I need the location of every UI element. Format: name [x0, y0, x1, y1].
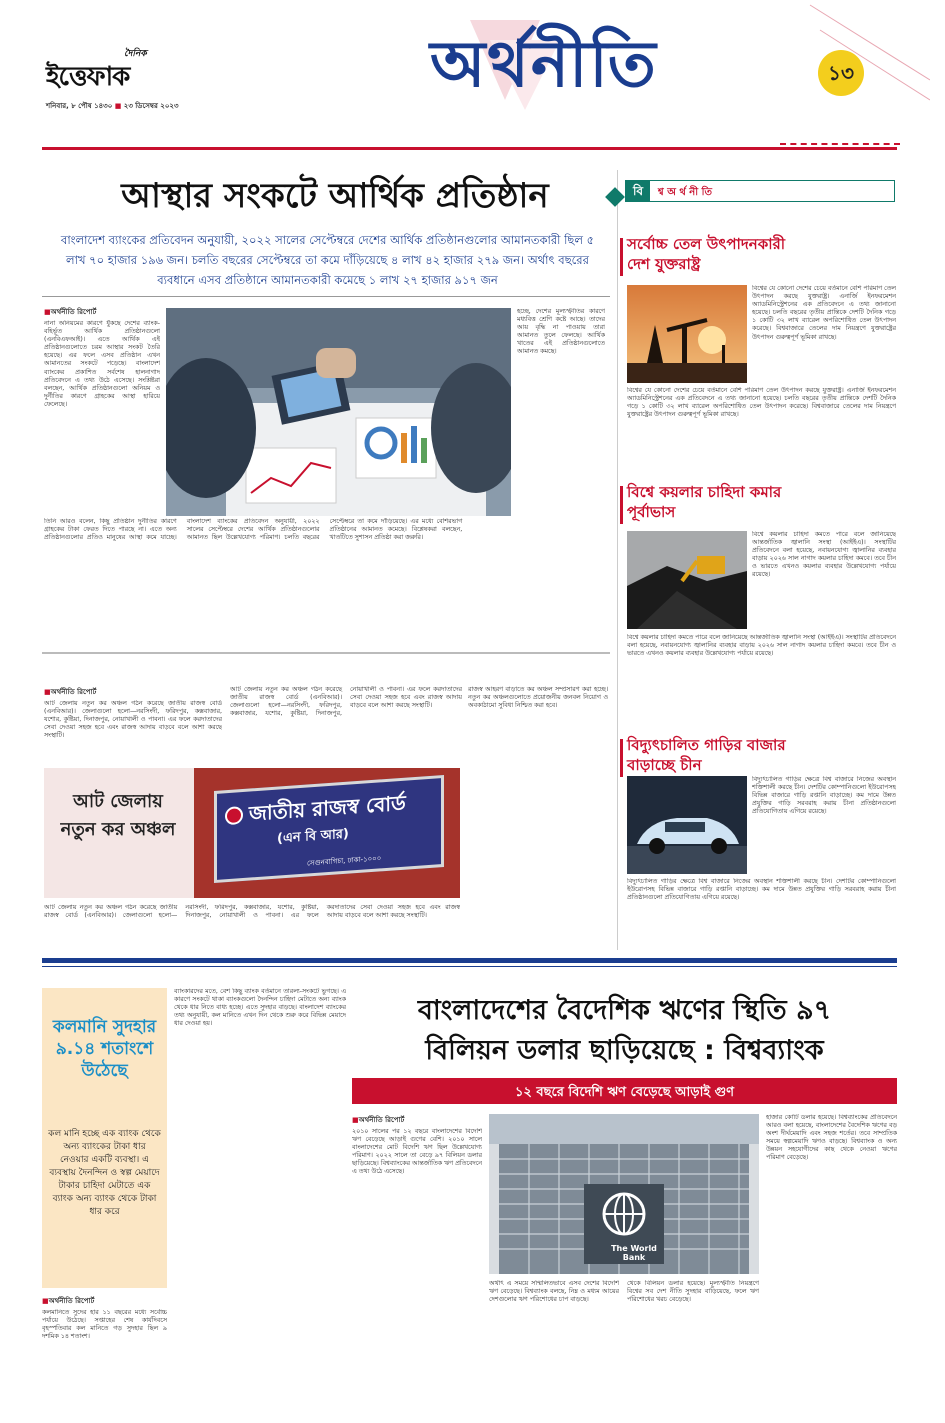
- coal-mine-image: [627, 531, 747, 629]
- logo-text: ইত্তেফাক: [46, 62, 130, 92]
- world-bank-photo: [489, 1114, 759, 1274]
- nbr-column-right: রাজস্ব আহরণ বাড়াতে কর অঞ্চল সম্প্রসারণ করা হচ্ছে। নতুন কর অঞ্চলগুলোতে প্রয়োজনীয় জনবল নিয়োগ ও অবকাঠামো সুবিধা নিশ্চিত করা হবে।: [468, 686, 608, 710]
- masthead-divider: [42, 147, 897, 150]
- world-label-box: [625, 180, 895, 202]
- newspaper-logo: [46, 46, 236, 96]
- lead-intro: বাংলাদেশ ব্যাংকের প্রতিবেদন অনুযায়ী, ২০২২ সালের সেপ্টেম্বরে দেশের আর্থিক প্রতিষ্ঠানগুলোর আমানতকারী ছিল ৫ লাখ ৭০ হাজার ১৯৬ জন। চলতি বছরের সেপ্টেম্বরে তা কমে দাঁড়িয়েছে ৪ লাখ ৪২ হাজার ২৭৯ জন। অর্থাৎ বছরের ব্যবধানে এসব প্রতিষ্ঠানে আমানতকারী কমেছে ১ লাখ ২৭ হাজার ৯১৭ জন: [60, 233, 595, 287]
- nbr-block: [42, 660, 610, 950]
- nbr-photo: [44, 768, 460, 898]
- debt-banner-text: ১২ বছরে বিদেশি ঋণ বেড়েছে আড়াই গুণ: [514, 1085, 735, 1100]
- callmoney-box: [42, 988, 167, 1288]
- section-divider-thin: [42, 966, 897, 967]
- lead-intro-rule: [42, 296, 610, 297]
- oil-story-title: সর্বোচ্চ তেল উৎপাদনকারী দেশ যুক্তরাষ্ট্র: [627, 235, 786, 273]
- masthead: [0, 0, 945, 135]
- nbr-columns-top: আট জেলায় নতুন কর অঞ্চল গঠন করেছে জাতীয় রাজস্ব বোর্ড (এনবিআর)। জেলাগুলো হলো—নরসিংদী, ফরিদপুর, কক্সবাজার, যশোর, কুষ্টিয়া, দিনাজপুর, নোয়াখালী ও পাবনা। এর ফলে করদাতাদের সেবা দেওয়া সহজ হবে এবং রাজস্ব আদায় বাড়বে বলে আশা করছে সংস্থাটি।: [230, 686, 462, 718]
- lead-bottom-rule: [42, 652, 610, 654]
- nbr-sign-emblem: [225, 806, 243, 825]
- electric-car-image: [627, 776, 747, 874]
- masthead-dash-rule: [780, 143, 900, 145]
- date-line: [46, 100, 179, 112]
- coal-story-accent: [620, 486, 623, 524]
- oil-pump-image: [627, 285, 747, 383]
- nbr-sign-subtitle: (এন বি আর): [277, 826, 349, 847]
- debt-byline: ■ অর্থনীতি রিপোর্ট: [352, 1114, 404, 1126]
- nbr-sign-title: জাতীয় রাজস্ব বোর্ড: [249, 790, 406, 826]
- lead-column-1: নানা অনিয়মের কারণে ধুঁকছে দেশের ব্যাংক-বহির্ভূত আর্থিক প্রতিষ্ঠানগুলো (এনবিএফআই)। এতে আর্থিক এই প্রতিষ্ঠানগুলোতে চরম আস্থার সংকট তৈরি হয়েছে। এর ফলে এসব প্রতিষ্ঠান এখন আমানতের সংকটে পড়েছে। বাংলাদেশ ব্যাংকের প্রকাশিত সর্বশেষ হালনাগাদ প্রতিবেদনে এ তথ্য উঠে এসেছে। সংশ্লিষ্টরা বলছেন, আর্থিক প্রতিষ্ঠানগুলো অনিয়ম ও দুর্নীতির কারণে গ্রাহকের আস্থা হারিয়ে ফেলেছে।: [44, 320, 160, 408]
- nbr-byline: ■ অর্থনীতি রিপোর্ট: [44, 686, 96, 698]
- ev-story-text: বিদ্যুৎচালিত গাড়ির ক্ষেত্রে বিশ্ব বাজারে নিজের অবস্থান শক্তিশালী করছে চীন। দেশটির কোম্পানিগুলো ইউরোপসহ বিভিন্ন বাজারে গাড়ি রপ্তানি বাড়াচ্ছে। কম দামে উন্নত প্রযুক্তির গাড়ি সরবরাহ করায় চীনা প্রতিষ্ঠানগুলো প্রতিযোগিতায় এগিয়ে রয়েছে।: [752, 776, 896, 816]
- world-label-letter: বি: [626, 181, 650, 201]
- oil-story-text-continued: বিশ্বের যে কোনো দেশের চেয়ে বর্তমানে বেশি পরিমাণ তেল উৎপাদন করছে যুক্তরাষ্ট্র। এনার্জি ইনফরমেশন অ্যাডমিনিস্ট্রেশনের এক প্রতিবেদনে এ তথ্য জানানো হয়েছে। চলতি বছরের তৃতীয় প্রান্তিকে দেশটি দৈনিক গড়ে ১ কোটি ৩২ লাখ ব্যারেল অপরিশোধিত তেল উৎপাদন করেছে। বিশ্ববাজারে তেলের দাম নিয়ন্ত্রণে যুক্তরাষ্ট্রের উৎপাদন গুরুত্বপূর্ণ ভূমিকা রাখছে।: [627, 387, 896, 419]
- nbr-columns-bottom: আট জেলায় নতুন কর অঞ্চল গঠন করেছে জাতীয় রাজস্ব বোর্ড (এনবিআর)। জেলাগুলো হলো—নরসিংদী, ফরিদপুর, কক্সবাজার, যশোর, কুষ্টিয়া, দিনাজপুর, নোয়াখালী ও পাবনা। এর ফলে করদাতাদের সেবা দেওয়া সহজ হবে এবং রাজস্ব আদায় বাড়বে বলে আশা করছে সংস্থাটি।: [44, 904, 460, 920]
- debt-headline-line-2: বিলিয়ন ডলার ছাড়িয়েছে : বিশ্বব্যাংক: [425, 1035, 824, 1066]
- logo-prefix: দৈনিক: [124, 49, 147, 59]
- page-number: [818, 50, 864, 96]
- debt-banner: [352, 1078, 897, 1104]
- world-label-text: শ্ব অ র্থ নী তি: [658, 187, 712, 198]
- nbr-intro-text: আট জেলায় নতুন কর অঞ্চল গঠন করেছে জাতীয় রাজস্ব বোর্ড (এনবিআর)। জেলাগুলো হলো—নরসিংদী, ফরিদপুর, কক্সবাজার, যশোর, কুষ্টিয়া, দিনাজপুর, নোয়াখালী ও পাবনা। এর ফলে করদাতাদের সেবা দেওয়া সহজ হবে এবং রাজস্ব আদায় বাড়বে বলে আশা করছে সংস্থাটি।: [44, 700, 222, 740]
- nbr-sign-address: সেগুনবাগিচা, ঢাকা-১০০০: [307, 854, 382, 868]
- page-number-text: ১৩: [828, 61, 854, 85]
- oil-photo: [627, 285, 747, 383]
- oil-story-text: বিশ্বের যে কোনো দেশের চেয়ে বর্তমানে বেশি পরিমাণ তেল উৎপাদন করছে যুক্তরাষ্ট্র। এনার্জি ইনফরমেশন অ্যাডমিনিস্ট্রেশনের এক প্রতিবেদনে এ তথ্য জানানো হয়েছে। চলতি বছরের তৃতীয় প্রান্তিকে দেশটি দৈনিক গড়ে ১ কোটি ৩২ লাখ ব্যারেল অপরিশোধিত তেল উৎপাদন করেছে। বিশ্ববাজারে তেলের দাম নিয়ন্ত্রণে যুক্তরাষ্ট্রের উৎপাদন গুরুত্বপূর্ণ ভূমিকা রাখছে।: [752, 285, 896, 341]
- section-divider: [42, 958, 897, 963]
- debt-column-4: হাজার কোটি ডলার হয়েছে। বিশ্বব্যাংকের প্রতিবেদনে আরও বলা হয়েছে, বাংলাদেশের বৈদেশিক ঋণের বড় অংশ দীর্ঘমেয়াদি এবং সহজ শর্তের। তবে সাম্প্রতিক সময়ে স্বল্পমেয়াদি ঋণও বাড়ছে। বিশ্বব্যাংক ও অন্য উন্নয়ন সহযোগীদের কাছ থেকে নেওয়া ঋণের পরিমাণ বেড়েছে।: [766, 1114, 897, 1162]
- oil-story-accent: [620, 238, 623, 276]
- business-meeting-image: [166, 308, 511, 516]
- debt-headline-line-1: বাংলাদেশের বৈদেশিক ঋণের স্থিতি ৯৭: [417, 995, 832, 1026]
- callmoney-text: কলমানিতে সুদের হার ১১ বছরের মধ্যে সর্বোচ্চ পর্যায়ে উঠেছে। সপ্তাহের শেষ কার্যদিবসে বৃহস্পতিবার কল মানিতে গড় সুদহার ছিল ৯ দশমিক ১৪ শতাংশ।: [42, 1309, 167, 1341]
- nbr-overlay-title: আট জেলায় নতুন কর অঞ্চল: [60, 791, 176, 840]
- lead-column-right: হচ্ছে, দেশের মূল্যস্ফীতির কারণে মধ্যবিত্ত শ্রেণি কষ্টে আছে। তাদের আয় বৃদ্ধি না পাওয়ায় তারা আমানত তুলে ফেলছে। আর্থিক খাতের এই প্রতিষ্ঠানগুলোতে আমানত কমছে।: [517, 308, 605, 356]
- world-column-rule: [617, 170, 618, 950]
- lead-byline: ■ অর্থনীতি রিপোর্ট: [44, 306, 96, 318]
- section-title: অর্থনীতি: [430, 28, 658, 102]
- ev-story-accent: [620, 739, 623, 777]
- ev-story-title: বিদ্যুৎচালিত গাড়ির বাজার বাড়াচ্ছে চীন: [627, 736, 786, 774]
- callmoney-column-2: ব্যাংকারদের মতে, বেশ কিছু ব্যাংক বর্তমানে তারল্য-সংকটে ভুগছে। এ কারণে সংকটে থাকা ব্যাংকগুলো দৈনন্দিন চাহিদা মেটাতে অন্য ব্যাংক থেকে ধার নিতে বাধ্য হচ্ছে। এতে সুদহার বাড়ছে। বাংলাদেশ ব্যাংকের তথ্য অনুযায়ী, কল মানিতে এখন দিন থেকে শুরু করে বিভিন্ন মেয়াদে ধার দেওয়া হয়।: [174, 988, 346, 1028]
- date-bangla: শনিবার, ৮ পৌষ ১৪৩০: [46, 102, 113, 110]
- ev-photo: [627, 776, 747, 874]
- world-bank-sign-text: The World Bank: [611, 1244, 657, 1262]
- lead-headline: আস্থার সংকটে আর্থিক প্রতিষ্ঠান: [121, 176, 549, 216]
- callmoney-description: কল মানি হচ্ছে এক ব্যাংক থেকে অন্য ব্যাংকের টাকা ধার নেওয়ার একটি ব্যবস্থা। এ ব্যবস্থায় দৈনন্দিন ও স্বল্প মেয়াদে টাকার চাহিদা মেটাতে এক ব্যাংক অন্য ব্যাংক থেকে টাকা ধার করে: [48, 1129, 161, 1217]
- world-label-mark: [605, 187, 625, 207]
- lead-columns-bottom: তিনি আরও বলেন, কিছু প্রতিষ্ঠান দুর্নীতির কারণে গ্রাহকের টাকা ফেরত দিতে পারছে না। এতে অন্য প্রতিষ্ঠানগুলোর প্রতিও মানুষের আস্থা কমে যাচ্ছে। বাংলাদেশ ব্যাংকের প্রতিবেদন অনুযায়ী, ২০২২ সালের সেপ্টেম্বরে দেশের আর্থিক প্রতিষ্ঠানগুলোর আমানত ছিল উল্লেখযোগ্য পরিমাণ। চলতি বছরের সেপ্টেম্বরে তা কমে দাঁড়িয়েছে। এর মধ্যে বেশিরভাগ প্রতিষ্ঠানের আমানত কমেছে। বিশ্লেষকরা বলছেন, খাতটিতে সুশাসন প্রতিষ্ঠা করা জরুরি।: [44, 518, 463, 542]
- nbr-signboard: [214, 775, 444, 883]
- debt-column-3-bottom: থেকে বিলিয়ন ডলার হয়েছে। মূল্যস্ফীতি নিয়ন্ত্রণে বিশ্বের সব দেশ নীতি সুদহার বাড়িয়েছে, ফলে ঋণ পরিশোধের খরচ বেড়েছে।: [627, 1280, 759, 1304]
- lead-photo: [166, 308, 511, 516]
- callmoney-byline: ■ অর্থনীতি রিপোর্ট: [42, 1295, 94, 1307]
- coal-story-text: বিশ্বে কয়লার চাহিদা কমতে পারে বলে জানিয়েছে আন্তর্জাতিক জ্বালানি সংস্থা (আইইএ)। সংস্থাটির প্রতিবেদনে বলা হয়েছে, নবায়নযোগ্য জ্বালানির ব্যবহার বাড়ায় ২০২৬ সাল নাগাদ কয়লার চাহিদা কমবে। তবে চীন ও ভারতে এখনও কয়লার ব্যবহার উল্লেখযোগ্য পর্যায়ে রয়েছে।: [752, 531, 896, 579]
- callmoney-title: কলমানি সুদহার ৯.১৪ শতাংশে উঠেছে: [52, 1017, 157, 1081]
- date-english: ২৩ ডিসেম্বর ২০২৩: [123, 102, 179, 110]
- debt-column-1: ২০১০ সালের পর ১২ বছরে বাংলাদেশের বিদেশি ঋণ বেড়েছে আড়াই গুণের বেশি। ২০১০ সালে বাংলাদেশের মোট বিদেশি ঋণ ছিল উল্লেখযোগ্য পরিমাণ। ২০২২ সালে তা বেড়ে ৯৭ বিলিয়ন ডলার ছাড়িয়েছে। বিশ্বব্যাংকের আন্তর্জাতিক ঋণ প্রতিবেদনে এ তথ্য উঠে এসেছে।: [352, 1128, 482, 1176]
- coal-photo: [627, 531, 747, 629]
- date-separator: ■: [114, 102, 124, 110]
- coal-story-text-continued: বিশ্বে কয়লার চাহিদা কমতে পারে বলে জানিয়েছে আন্তর্জাতিক জ্বালানি সংস্থা (আইইএ)। সংস্থাটির প্রতিবেদনে বলা হয়েছে, নবায়নযোগ্য জ্বালানির ব্যবহার বাড়ায় ২০২৬ সাল নাগাদ কয়লার চাহিদা কমবে। তবে চীন ও ভারতে এখনও কয়লার ব্যবহার উল্লেখযোগ্য পর্যায়ে রয়েছে।: [627, 634, 896, 658]
- coal-story-title: বিশ্বে কয়লার চাহিদা কমার পূর্বাভাস: [627, 483, 782, 521]
- ev-story-text-continued: বিদ্যুৎচালিত গাড়ির ক্ষেত্রে বিশ্ব বাজারে নিজের অবস্থান শক্তিশালী করছে চীন। দেশটির কোম্পানিগুলো ইউরোপসহ বিভিন্ন বাজারে গাড়ি রপ্তানি বাড়াচ্ছে। কম দামে উন্নত প্রযুক্তির গাড়ি সরবরাহ করায় চীনা প্রতিষ্ঠানগুলো প্রতিযোগিতায় এগিয়ে রয়েছে।: [627, 878, 896, 902]
- debt-column-2-bottom: অর্থাৎ এ সময়ে সম্মিলিতভাবে এসব দেশের বিদেশি ঋণ বেড়েছে। বিশ্বব্যাংক বলছে, নিম্ন ও মধ্যম আয়ের দেশগুলোর ঋণ পরিশোধের চাপ বাড়ছে।: [489, 1280, 619, 1304]
